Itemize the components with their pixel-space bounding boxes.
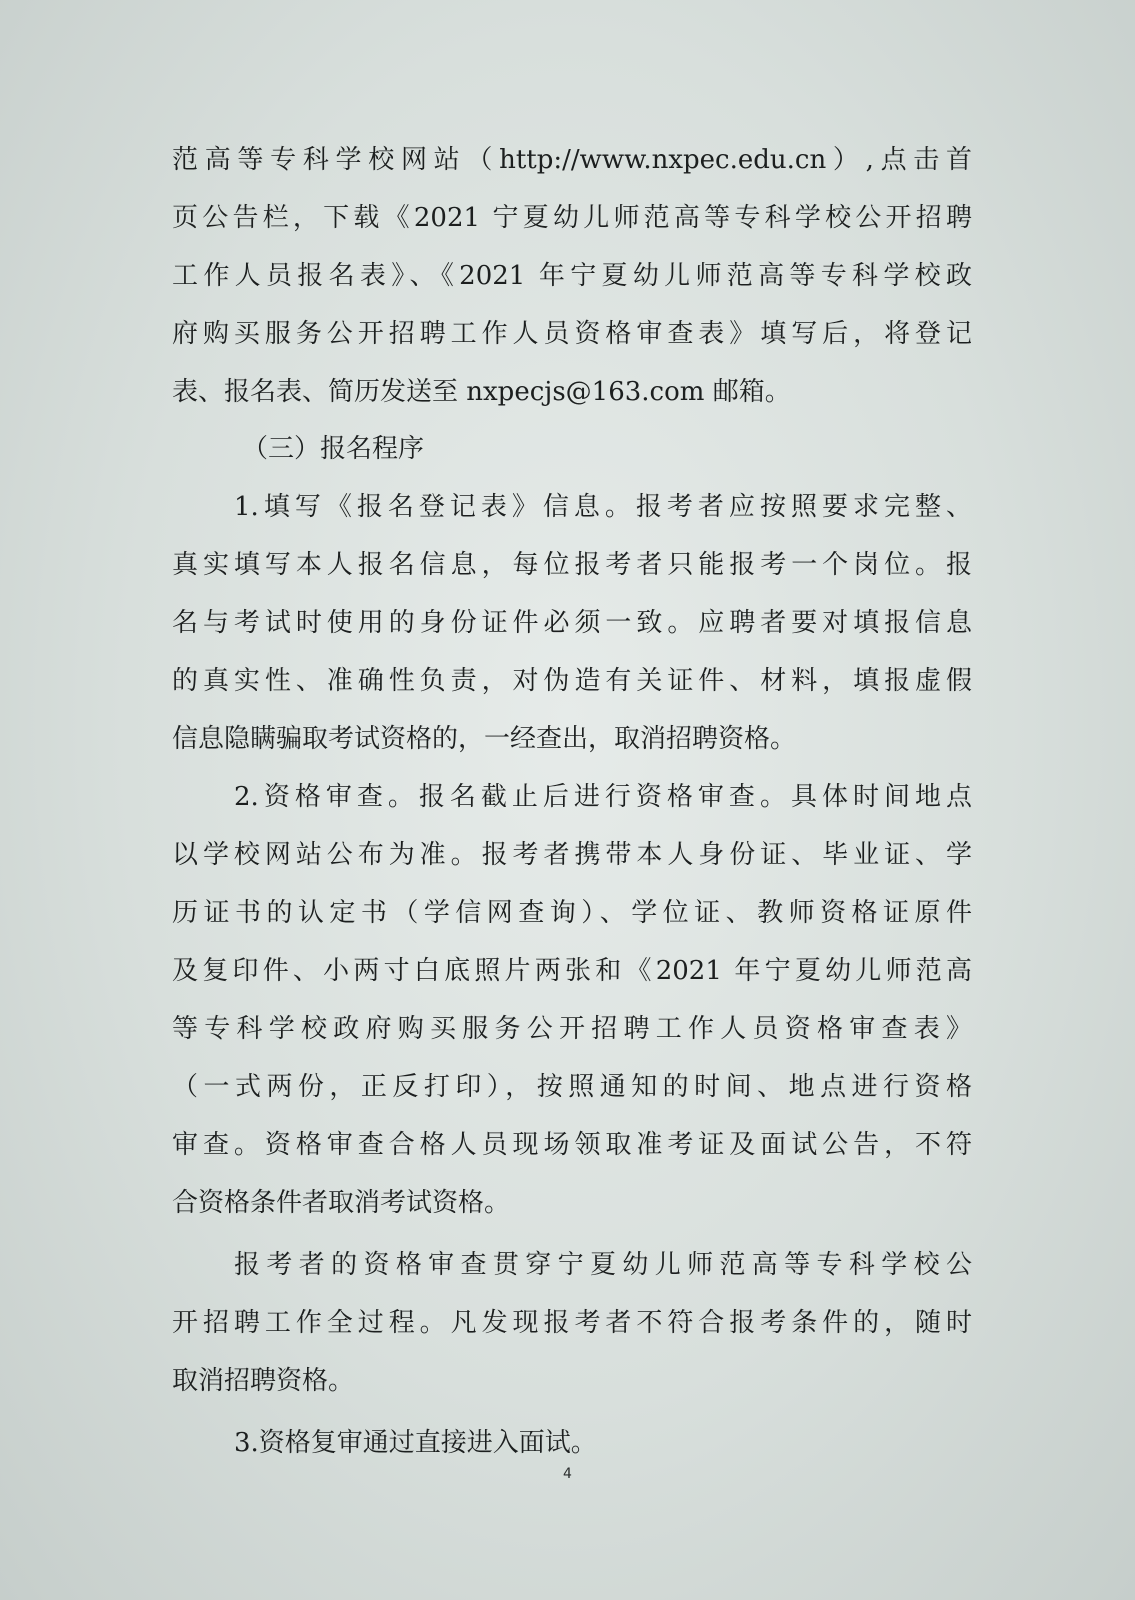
text-line: 及复印件、小两寸白底照片两张和《2021 年宁夏幼儿师范高 — [172, 956, 972, 986]
text-line: 的真实性、准确性负责，对伪造有关证件、材料，填报虚假 — [172, 666, 972, 696]
text-line: 真实填写本人报名信息，每位报考者只能报考一个岗位。报 — [172, 550, 972, 580]
text-line: 合资格条件者取消考试资格。 — [172, 1188, 511, 1218]
text-line: 开招聘工作全过程。凡发现报考者不符合报考条件的，随时 — [172, 1308, 972, 1338]
text-line: 名与考试时使用的身份证件必须一致。应聘者要对填报信息 — [172, 608, 972, 638]
text-line: 页公告栏，下载《2021 宁夏幼儿师范高等专科学校公开招聘 — [172, 203, 972, 233]
page-number: 4 — [563, 1466, 572, 1482]
text-line: 范高等专科学校网站（http://www.nxpec.edu.cn）,点击首 — [172, 145, 972, 175]
text-line: 审查。资格审查合格人员现场领取准考证及面试公告，不符 — [172, 1130, 972, 1160]
text-line: 工作人员报名表》、《2021 年宁夏幼儿师范高等专科学校政 — [172, 261, 972, 291]
text-line: 信息隐瞒骗取考试资格的，一经查出，取消招聘资格。 — [172, 724, 797, 754]
text-line: 等专科学校政府购买服务公开招聘工作人员资格审查表》 — [172, 1014, 972, 1044]
text-line: 取消招聘资格。 — [172, 1366, 355, 1396]
text-line: 历证书的认定书（学信网查询）、学位证、教师资格证原件 — [172, 898, 972, 928]
text-line: 府购买服务公开招聘工作人员资格审查表》填写后，将登记 — [172, 319, 972, 349]
text-line: 表、报名表、简历发送至 nxpecjs@163.com 邮箱。 — [172, 377, 791, 407]
text-line: 以学校网站公布为准。报考者携带本人身份证、毕业证、学 — [172, 840, 972, 870]
text-line: 3.资格复审通过直接进入面试。 — [234, 1428, 597, 1458]
text-line: 报考者的资格审查贯穿宁夏幼儿师范高等专科学校公 — [234, 1250, 972, 1280]
text-line: 1.填写《报名登记表》信息。报考者应按照要求完整、 — [234, 492, 972, 522]
section-heading: （三）报名程序 — [242, 434, 425, 464]
text-line: （一式两份，正反打印），按照通知的时间、地点进行资格 — [172, 1072, 972, 1102]
text-line: 2.资格审查。报名截止后进行资格审查。具体时间地点 — [234, 782, 972, 812]
